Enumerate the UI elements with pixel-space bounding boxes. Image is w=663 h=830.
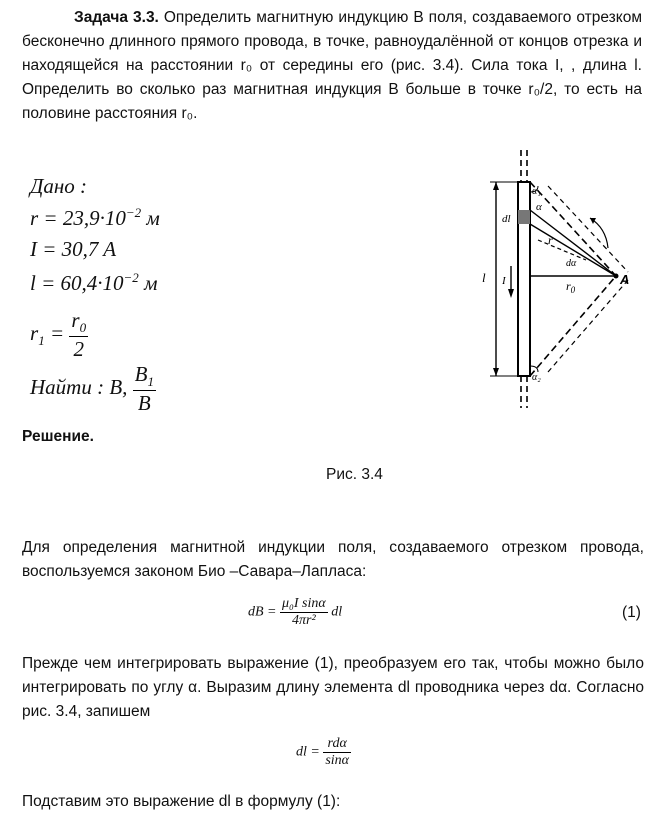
given-r1-lhs: r — [30, 320, 39, 345]
equation-1-number: (1) — [622, 604, 641, 621]
given-r1-sub: 1 — [38, 333, 45, 349]
label-dl: dl — [502, 213, 511, 225]
problem-text: Определить магнитную индукцию B поля, создаваемого отрезком бесконечно длинного прямого провода, в точке, равноудалённой от концов отрезка и находящейся на расстоянии r₀ от середины его (рис. 3.4). Сила тока I, , длина l. Определить во сколько раз магнитная индукция B больше в точке r₀/2, то есть на половине расстояния r₀. — [22, 9, 643, 122]
equation-1 — [248, 596, 342, 629]
problem-statement — [22, 6, 642, 126]
figure-caption: Рис. 3.4 — [326, 466, 383, 483]
given-find-lhs: Найти : B, — [30, 374, 128, 399]
given-r1-num-sub: 0 — [79, 320, 87, 336]
eq1-fraction — [280, 596, 328, 629]
label-l: l — [482, 270, 486, 285]
label-alpha: α — [536, 201, 542, 213]
equation-2 — [296, 736, 351, 769]
given-r1-fraction — [69, 308, 88, 362]
eq2-fraction — [323, 736, 351, 769]
given-l-unit: м — [138, 271, 158, 295]
label-I: I — [502, 275, 506, 287]
given-I: I = 30,7 A — [30, 237, 117, 261]
label-r: r — [548, 233, 553, 247]
given-r-lhs: r = 23,9·10 — [30, 206, 126, 230]
given-find-num-sub: 1 — [147, 374, 154, 390]
problem-label: Задача 3.3. — [74, 9, 159, 26]
given-find-num: B — [134, 362, 148, 386]
eq1-lhs: dB = — [248, 604, 277, 620]
given-r — [30, 205, 160, 231]
dl-element — [518, 210, 530, 224]
point-A — [614, 274, 619, 279]
given-find-fraction — [133, 362, 156, 416]
given-l-lhs: l = 60,4·10 — [30, 271, 124, 295]
solution-heading: Решение. — [22, 428, 94, 445]
solution-para-1: Для определения магнитной индукции поля, создаваемого отрезком провода, воспользуемся законом Био –Савара–Лапласа: — [22, 539, 644, 580]
eq1-num: μ₀I sinα — [282, 596, 326, 611]
eq2-num: rdα — [323, 736, 351, 753]
given-r-unit: м — [141, 206, 160, 230]
label-alpha1: α₁ — [532, 186, 541, 197]
given-r1: $r_1$ = $\frac{r_0}{2}$ — [30, 308, 87, 362]
given-r-exp: −2 — [125, 205, 142, 220]
eq2-den: sinα — [325, 753, 350, 768]
label-alpha2: α₂ — [532, 372, 541, 383]
figure-wire-diagram — [478, 148, 650, 410]
solution-para-3: Подставим это выражение dl в формулу (1): — [22, 793, 341, 810]
given-l-exp: −2 — [123, 270, 139, 285]
label-A: A — [620, 272, 630, 287]
label-dalpha: dα — [566, 258, 577, 269]
given-heading: Дано : — [30, 174, 88, 198]
eq1-tail: dl — [331, 604, 343, 620]
given-l — [30, 270, 157, 296]
given-find — [30, 362, 156, 416]
eq2-lhs: dl = — [296, 744, 320, 760]
label-r0: $r_0$ — [566, 279, 576, 295]
eq1-den: 4πr² — [292, 613, 316, 628]
solution-para-2: Прежде чем интегрировать выражение (1), преобразуем его так, чтобы можно было интегрировать по углу α. Выразим длину элемента dl проводника через dα. Согласно рис. 3.4, запишем — [22, 655, 644, 720]
given-r1-den: 2 — [73, 337, 84, 362]
given-r1-num: r — [71, 308, 80, 332]
given-find-den: B — [137, 391, 151, 416]
